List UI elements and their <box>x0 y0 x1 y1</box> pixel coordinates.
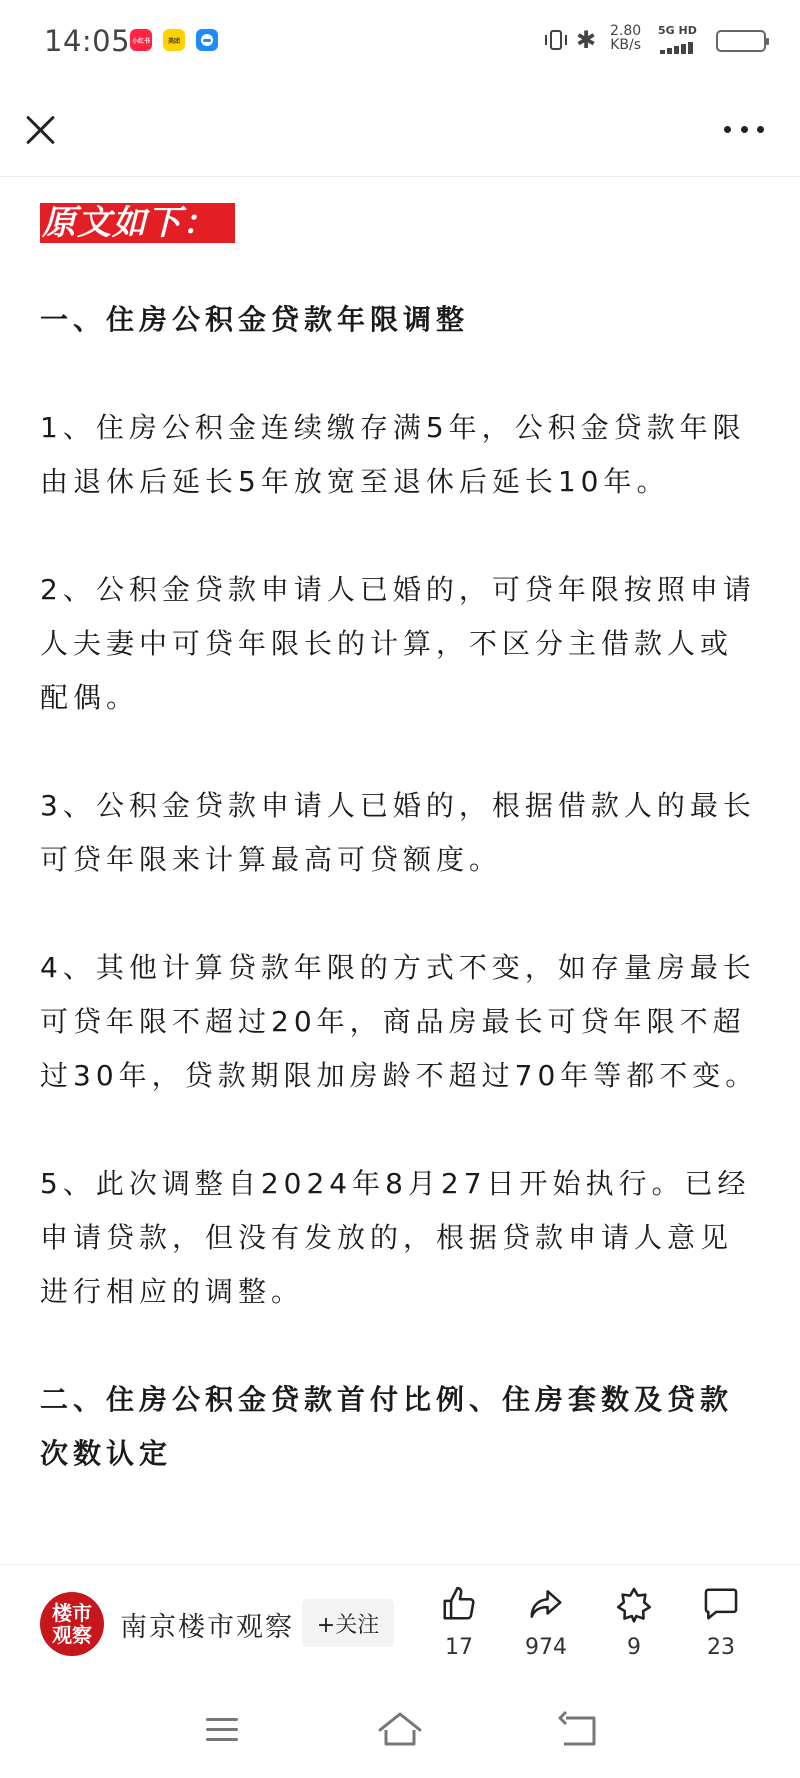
network-type: 5G HD <box>658 24 697 37</box>
author-name[interactable]: 南京楼市观察 <box>120 1612 294 1643</box>
status-bar <box>0 0 800 84</box>
net-speed <box>610 24 641 52</box>
system-nav-bar <box>0 1682 800 1778</box>
favorite-count: 9 <box>627 1635 641 1660</box>
section-title: 二、住房公积金贷款首付比例、住房套数及贷款次数认定 <box>40 1383 734 1470</box>
menu-icon[interactable] <box>192 1708 252 1752</box>
meituan-app-icon: 美团 <box>163 29 185 51</box>
share-icon <box>527 1585 565 1623</box>
xiaohongshu-app-icon: 小红书 <box>130 29 152 51</box>
thumbs-up-icon <box>440 1585 478 1623</box>
more-options-icon[interactable] <box>724 122 764 136</box>
status-time: 14:05 <box>44 24 131 58</box>
favorite-button[interactable] <box>599 1585 669 1660</box>
comment-icon <box>701 1585 741 1623</box>
favorite-star-icon <box>615 1585 653 1623</box>
like-button[interactable] <box>424 1585 494 1660</box>
paragraph: 1、住房公积金连续缴存满5年，公积金贷款年限由退休后延长5年放宽至退休后延长10年。 <box>40 411 746 498</box>
action-bar <box>0 1564 800 1682</box>
top-nav <box>0 84 800 177</box>
net-speed-unit: KB/s <box>610 37 641 53</box>
section-title: 一、住房公积金贷款年限调整 <box>40 303 470 336</box>
like-count: 17 <box>445 1635 473 1660</box>
net-speed-value: 2.80 <box>610 23 642 39</box>
qq-app-icon <box>196 29 218 51</box>
close-icon[interactable] <box>24 114 56 146</box>
comment-button[interactable] <box>686 1585 756 1660</box>
paragraph: 3、公积金贷款申请人已婚的，根据借款人的最长可贷年限来计算最高可贷额度。 <box>40 789 756 876</box>
status-indicators <box>540 24 800 60</box>
follow-button[interactable]: +关注 <box>302 1599 394 1647</box>
share-count: 974 <box>525 1635 567 1660</box>
paragraph: 5、此次调整自2024年8月27日开始执行。已经申请贷款，但没有发放的，根据贷款申请人意见进行相应的调整。 <box>40 1167 751 1308</box>
battery-icon <box>716 30 766 52</box>
vibrate-icon <box>550 30 562 50</box>
paragraph: 4、其他计算贷款年限的方式不变，如存量房最长可贷年限不超过20年，商品房最长可贷年限不超过30年，贷款期限加房龄不超过70年等都不变。 <box>40 951 759 1092</box>
paragraph: 2、公积金贷款申请人已婚的，可贷年限按照申请人夫妻中可贷年限长的计算，不区分主借款人或配偶。 <box>40 573 756 714</box>
share-button[interactable] <box>511 1585 581 1660</box>
comment-count: 23 <box>707 1635 735 1660</box>
bluetooth-icon: ✱ <box>576 26 597 54</box>
author-avatar[interactable] <box>40 1592 104 1656</box>
article-body <box>40 176 760 1556</box>
back-icon[interactable] <box>548 1708 608 1752</box>
article-heading: 原文如下： <box>40 203 235 243</box>
home-icon[interactable] <box>370 1708 430 1752</box>
avatar-text: 楼市观察 <box>52 1601 92 1647</box>
signal-icon <box>660 38 696 54</box>
